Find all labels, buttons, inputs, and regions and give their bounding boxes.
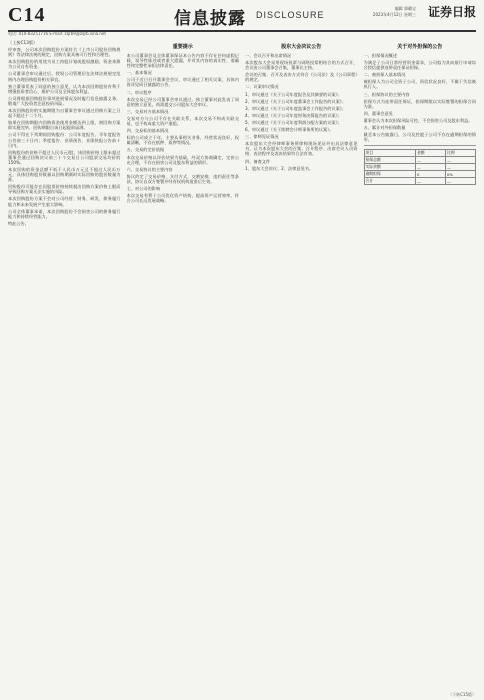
- table-cell: 0%: [445, 171, 475, 178]
- paragraph: 四、交易标的基本情况: [126, 128, 169, 134]
- divider: [364, 145, 477, 146]
- table-row: [364, 150, 476, 157]
- paragraph: 二、议案审议情况: [245, 84, 279, 90]
- table-cell: 0: [416, 171, 446, 178]
- paragraph: 一、担保情况概述: [363, 53, 398, 58]
- table-row: [364, 171, 476, 178]
- paragraph: 本次股东大会经律师事务所律师现场见证并出具法律意见书，认为本次股东大会的召集、召开程序、出席会议人员资格、表决程序及表决结果均合法有效。: [245, 141, 358, 157]
- paragraph: 五、交易的定价依据: [126, 147, 165, 153]
- data-table: [364, 149, 477, 185]
- table-cell: 金额: [416, 150, 446, 157]
- table-cell: 实际余额: [364, 164, 416, 171]
- paragraph: 1、审议通过《关于公司年度报告及其摘要的议案》；: [245, 91, 342, 97]
- article-heading: 股东大会决议公告: [281, 44, 322, 50]
- paragraph: 本公司董事会及全体董事保证本公告内容不存在任何虚假记载、误导性陈述或者重大遗漏，并对其内容的真实性、准确性和完整性承担法律责任。: [126, 53, 239, 69]
- paragraph: 公司将根据回购股份事项进展情况及时履行信息披露义务，敬请广大投资者注意投资风险。: [8, 95, 121, 106]
- paragraph: 如果在回购期限内回购资金使用金额达到上限，则回购方案即实施完毕，回购期限自该日起提前届满。: [8, 120, 121, 131]
- paragraph: 本次回购股份的用途为员工持股计划或股权激励，资金来源为公司自有资金。: [8, 59, 121, 70]
- table-row: [364, 164, 476, 171]
- paragraph: 协议约定了交易价格、支付方式、交割安排、违约责任等条款，协议自双方签署并经有权机构批准后生效。: [126, 173, 239, 184]
- column-3: [245, 40, 358, 692]
- table-cell: —: [416, 164, 446, 171]
- paragraph: 三、交易对方基本情况: [126, 108, 169, 114]
- columns: [8, 40, 476, 692]
- paragraph: 二、审议程序: [126, 89, 152, 95]
- paragraph: 独立董事发表了同意的独立意见，认为本次回购股份有利于增强投资者信心，维护公司及全体股东利益。: [8, 83, 121, 94]
- paragraph: 本次回购股份的实施期限为自董事会审议通过回购方案之日起不超过十二个月。: [8, 108, 121, 119]
- paragraph: 交易对方与公司不存在关联关系，本次交易不构成关联交易，也不构成重大资产重组。: [126, 115, 239, 127]
- masthead: [8, 0, 476, 32]
- paragraph: 七、对公司的影响: [126, 185, 161, 191]
- paragraph: 公司全体董事承诺，本次回购股份不会损害公司的债务履行能力和持续经营能力。: [8, 208, 121, 219]
- paragraph: 四、董事会意见: [363, 110, 393, 116]
- paragraph: 标的公司成立于年，主要从事相关业务，经营状况良好，权属清晰，不存在抵押、质押等情况。: [126, 135, 239, 146]
- edition-info: 编辑 郭璐宝: [394, 6, 416, 11]
- paragraph: 三、律师见证情况: [245, 134, 279, 140]
- article-heading: 重要提示: [172, 44, 193, 50]
- paragraph: 本次交易价格以评估结果为基础，经双方协商确定，定价公允合理，不存在损害公司及股东利益的情形。: [126, 154, 239, 165]
- table-cell: —: [445, 157, 475, 164]
- paragraph: 4、审议通过《关于公司年度财务决算报告的议案》；: [245, 112, 342, 118]
- paragraph: 一、基本情况: [126, 70, 152, 76]
- page-number: C14: [8, 4, 46, 26]
- paragraph: 2、审议通过《关于公司年度董事会工作报告的议案》；: [245, 98, 347, 104]
- table-row: [364, 157, 476, 164]
- paragraph: 被担保人为公司全资子公司，资信状况良好，不属于失信被执行人。: [363, 79, 476, 90]
- paragraph: 本次回购股份方案不会对公司经营、财务、研发、债务履行能力和未来发展产生重大影响。: [8, 196, 121, 207]
- table-row: [364, 178, 476, 185]
- paragraph: 回购股份的价格不超过人民币元/股，该回购价格上限未超过董事会通过回购决议前三十个交易日公司股票交易均价的150%。: [8, 149, 121, 165]
- column-2: [127, 40, 240, 692]
- column-4: [364, 40, 477, 692]
- paragraph: 六、交易协议的主要内容: [126, 166, 173, 172]
- paragraph: 6、审议通过《关于续聘会计师事务所的议案》。: [245, 127, 334, 133]
- paragraph: 本次回购的资金总额不低于人民币万元且不超过人民币万元，具体回购股份数量以回购期满时实际回购的股份数量为准。: [8, 166, 121, 183]
- table-cell: —: [445, 164, 475, 171]
- brand-logo: 证券日报: [427, 5, 476, 19]
- paragraph: 经审查，公司本次回购股份方案符合《上市公司股份回购规则》等法律法规的规定，回购方案具备可行性和合理性。: [8, 47, 121, 58]
- paragraph: 本次股东大会采用现场投票与网络投票相结合的方式召开，会议由公司董事会召集，董事长主持。: [245, 60, 358, 71]
- contact-line: 电话: 010-83251716 E-mail: zqrb9@zqrb.sina.net: [8, 31, 106, 36]
- table-cell: —: [416, 157, 446, 164]
- paragraph: 回购股份可能存在因股票价格持续超出回购方案价格上限而导致回购方案无法实施的风险。: [8, 184, 121, 195]
- paragraph: 四、备查文件: [245, 158, 271, 164]
- paragraph: 5、审议通过《关于公司年度利润分配方案的议案》；: [245, 119, 342, 125]
- paragraph: 1、股东大会决议；2、法律意见书。: [245, 165, 314, 171]
- column-1: [8, 40, 121, 692]
- table-cell: —: [445, 178, 475, 185]
- paragraph: 本次交易有利于公司优化资产结构，提高资产运营效率，符合公司长远发展战略。: [126, 193, 239, 204]
- paragraph: 担保方式为连带责任保证，担保期限以实际签署的担保合同为准。: [363, 98, 476, 109]
- paragraph: 一、会议召开和出席情况: [245, 53, 292, 58]
- paragraph: 公司不得在下列期间回购股份：公司年度报告、半年度报告公告前三十日内；季度报告、业绩预告、业绩快报公告前十日内。: [8, 132, 121, 148]
- table-cell: 项目: [364, 150, 416, 157]
- table-cell: 担保总额: [364, 157, 416, 164]
- continuation-note: （下转C15版）: [448, 692, 476, 697]
- paragraph: 为满足子公司日常经营资金需求，公司拟为其向银行申请综合授信提供连带责任保证担保。: [363, 60, 476, 71]
- paragraph: 五、累计对外担保数量: [363, 125, 406, 131]
- paragraph: （上接C13版）: [8, 40, 38, 45]
- section-title: 信息披露: [174, 9, 246, 29]
- paragraph: 本次交易已经公司董事会审议通过，独立董事对此发表了同意的独立意见，尚需提交公司股东大会审议。: [126, 96, 239, 107]
- date-info: 2023年4月12日 星期三: [372, 12, 416, 17]
- paragraph: 特此公告。: [8, 220, 29, 226]
- paragraph: 会议的召集、召开及表决方式符合《公司法》及《公司章程》的规定。: [245, 72, 358, 83]
- paragraph: 公司董事会审议通过后，授权公司管理层在法律法规规定范围内办理回购股份相关事宜。: [8, 71, 121, 82]
- paragraph: 二、被担保人基本情况: [363, 72, 406, 78]
- paragraph: 3、审议通过《关于公司年度监事会工作报告的议案》；: [245, 105, 347, 111]
- table-cell: —: [416, 178, 446, 185]
- article-heading: 关于对外担保的公告: [397, 44, 443, 50]
- paragraph: 截至本公告披露日，公司及控股子公司不存在逾期担保的情形。: [363, 132, 476, 143]
- section-english: DISCLOSURE: [256, 10, 325, 20]
- paragraph: 公司于近日召开董事会会议，审议通过了相关议案，具体内容详见同日披露的公告。: [126, 77, 239, 88]
- table-cell: 合计: [364, 178, 416, 185]
- table-cell: 逾期担保: [364, 171, 416, 178]
- table-cell: 比例: [445, 150, 475, 157]
- edition-block: [373, 6, 416, 18]
- paragraph: 董事会认为本次担保风险可控，不会损害公司及股东利益。: [363, 117, 473, 123]
- paragraph: 三、担保协议的主要内容: [363, 91, 410, 97]
